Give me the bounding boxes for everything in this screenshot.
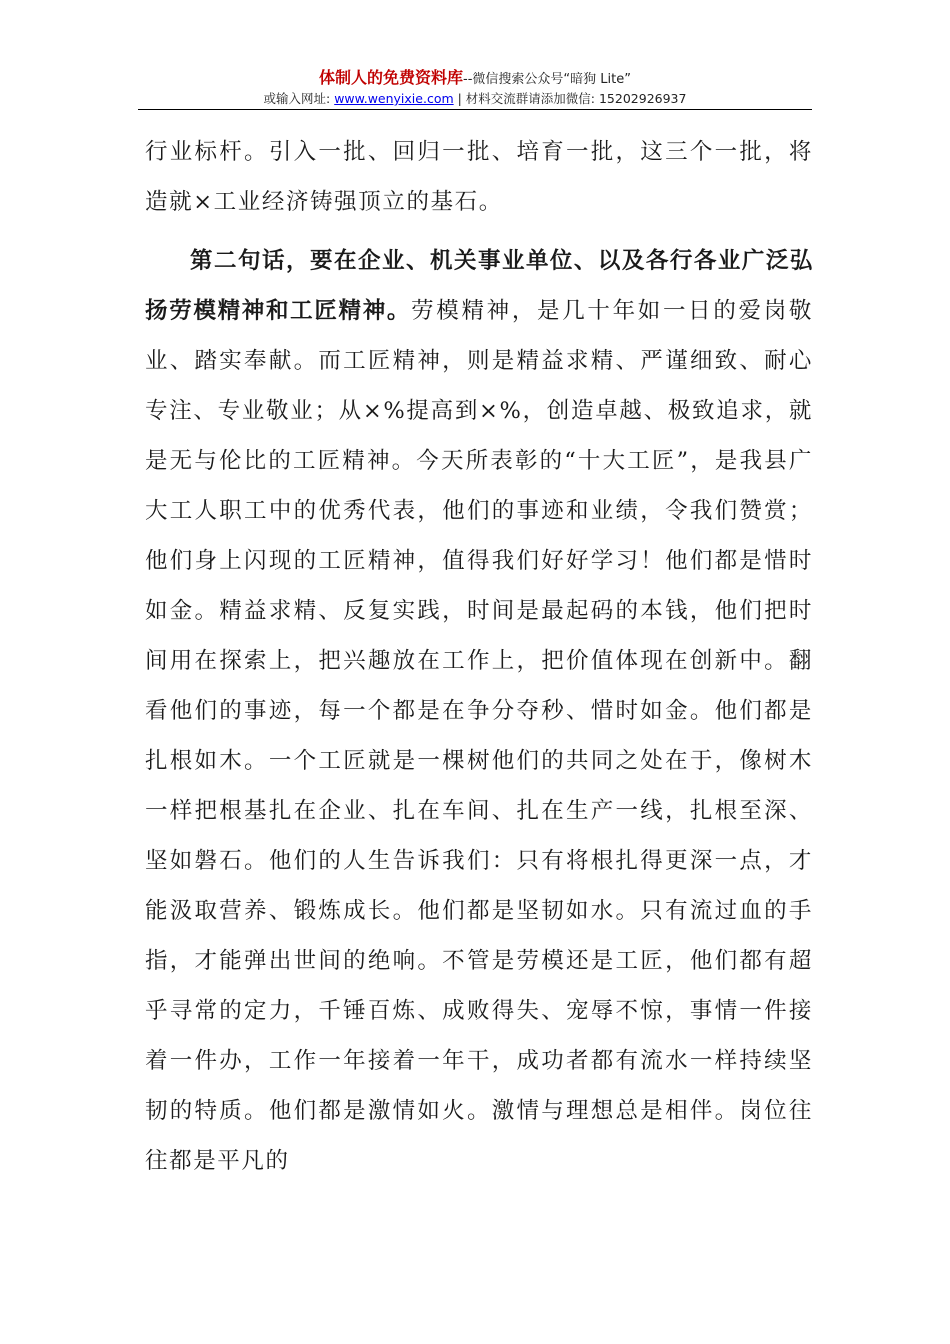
paragraph-2-lead: 第二句话，要在企业、机关事业单位、以及各行各业广泛弘扬劳模精神和工匠精神。	[145, 248, 813, 324]
paragraph-2-body: 劳模精神，是几十年如一日的爱岗敬业、踏实奉献。而工匠精神，则是精益求精、严谨细致、耐心专注、专业敬业；从×%提高到×%，创造卓越、极致追求，就是无与伦比的工匠精神。今天所表彰的“十大工匠”，是我县广大工人职工中的优秀代表，他们的事迹和业绩，令我们赞赏；他们身上闪现的工匠精神，值得我们好好学习！他们都是惜时如金。精益求精、反复实践，时间是最起码的本钱，他们把时间用在探索上，把兴趣放在工作上，把价值体现在创新中。翻看他们的事迹，每一个都是在争分夺秒、惜时如金。他们都是扎根如木。一个工匠就是一棵树他们的共同之处在于，像树木一样把根基扎在企业、扎在车间、扎在生产一线，扎根至深、坚如磐石。他们的人生告诉我们：只有将根扎得更深一点，才能汲取营养、锻炼成长。他们都是坚韧如水。只有流过血的手指，才能弹出世间的绝响。不管是劳模还是工匠，他们都有超乎寻常的定力，千锤百炼、成败得失、宠辱不惊，事情一件接着一件办，工作一年接着一年干，成功者都有流水一样持续坚韧的特质。他们都是激情如火。激情与理想总是相伴。岗位往往都是平凡的	[145, 298, 813, 1174]
page-header	[138, 68, 812, 108]
body-paragraph-2	[145, 236, 813, 1186]
header-url-prefix: 或输入网址:	[263, 91, 335, 106]
header-contact-line	[138, 90, 812, 108]
header-title: 体制人的免费资料库	[319, 68, 464, 87]
header-subtitle: --微信搜索公众号“暗狗 Lite”	[463, 72, 631, 87]
body-paragraph-1: 行业标杆。引入一批、回归一批、培育一批，这三个一批，将造就×工业经济铸强顶立的基石。	[145, 139, 813, 215]
header-url-link[interactable]: www.wenyixie.com	[334, 91, 454, 106]
header-divider	[138, 109, 812, 110]
header-banner	[138, 68, 812, 90]
header-contact: | 材料交流群请添加微信: 15202926937	[453, 91, 687, 106]
